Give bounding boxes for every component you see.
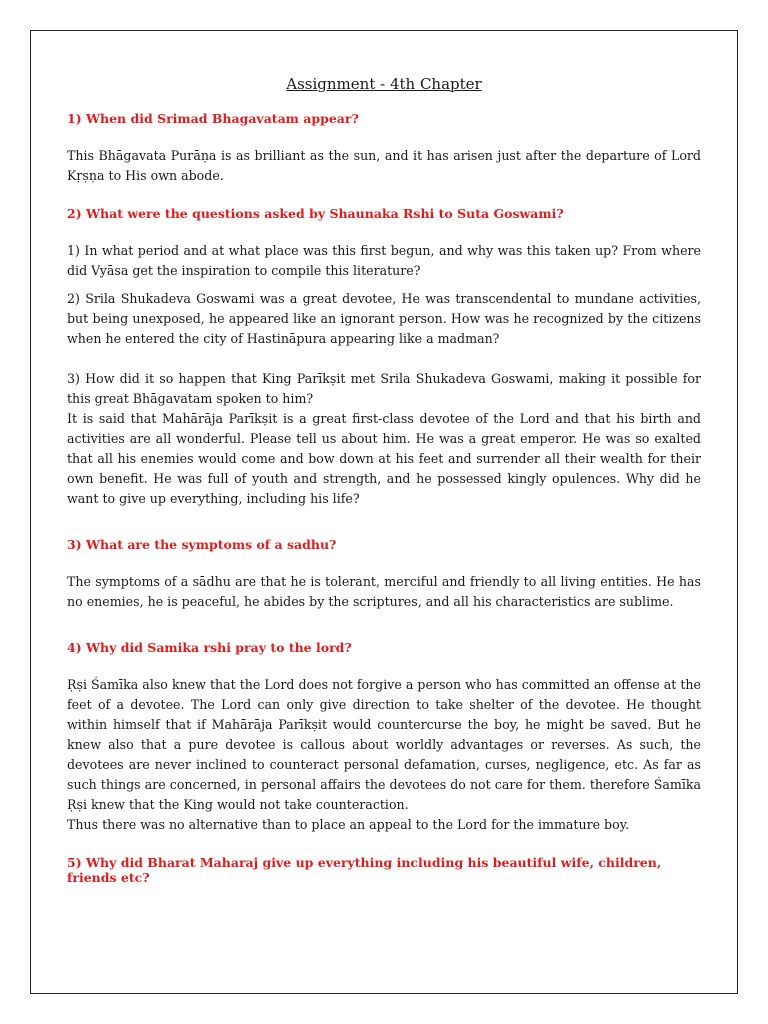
document-body bbox=[67, 75, 701, 905]
answer-paragraph: Thus there was no alternative than to place an appeal to the Lord for the immature boy. bbox=[67, 817, 630, 832]
document-title: Assignment - 4th Chapter bbox=[286, 75, 482, 93]
question-heading: 5) Why did Bharat Maharaj give up everything including his beautiful wife, children, friends etc? bbox=[67, 855, 662, 885]
answer-paragraph: 1) In what period and at what place was this first begun, and why was this taken up? From where did Vyāsa get the inspiration to compile this literature? bbox=[67, 243, 701, 278]
section-1 bbox=[67, 111, 701, 186]
section-5 bbox=[67, 855, 701, 885]
question-heading: 2) What were the questions asked by Shaunaka Rshi to Suta Goswami? bbox=[67, 206, 564, 221]
question-heading: 3) What are the symptoms of a sadhu? bbox=[67, 537, 337, 552]
question-heading: 4) Why did Samika rshi pray to the lord? bbox=[67, 640, 352, 655]
page-frame bbox=[30, 30, 738, 994]
answer-paragraph: 2) Srila Shukadeva Goswami was a great devotee, He was transcendental to mundane activities, but being unexposed, he appeared like an ignorant person. How was he recognized by the citizens when he entered the city of Hastināpura appearing like a madman? bbox=[67, 291, 701, 346]
question-heading: 1) When did Srimad Bhagavatam appear? bbox=[67, 111, 359, 126]
section-2 bbox=[67, 206, 701, 509]
section-4 bbox=[67, 640, 701, 835]
section-3 bbox=[67, 537, 701, 612]
answer-paragraph: This Bhāgavata Purāṇa is as brilliant as the sun, and it has arisen just after the departure of Lord Kṛṣṇa to His own abode. bbox=[67, 148, 701, 183]
answer-paragraph: The symptoms of a sādhu are that he is tolerant, merciful and friendly to all living entities. He has no enemies, he is peaceful, he abides by the scriptures, and all his characteristics are sublime. bbox=[67, 574, 701, 609]
answer-paragraph: It is said that Mahārāja Parīkṣit is a great first-class devotee of the Lord and that his birth and activities are all wonderful. Please tell us about him. He was a great emperor. He was so exalted that all his enemies would come and bow down at his feet and surrender all their wealth for their own benefit. He was full of youth and strength, and he possessed kingly opulences. Why did he want to give up everything, including his life? bbox=[67, 411, 701, 506]
answer-paragraph: 3) How did it so happen that King Parīkṣit met Srila Shukadeva Goswami, making it possible for this great Bhāgavatam spoken to him? bbox=[67, 371, 701, 406]
answer-paragraph: Ṛṣi Śamīka also knew that the Lord does not forgive a person who has committed an offense at the feet of a devotee. The Lord can only give direction to take shelter of the devotee. He thought within himself that if Mahārāja Parīkṣit would countercurse the boy, he might be saved. But he knew also that a pure devotee is callous about worldly advantages or reverses. As such, the devotees are never inclined to counteract personal defamation, curses, negligence, etc. As far as such things are concerned, in personal affairs the devotees do not care for them. therefore Śamīka Ṛṣi knew that the King would not take counteraction. bbox=[67, 677, 701, 812]
